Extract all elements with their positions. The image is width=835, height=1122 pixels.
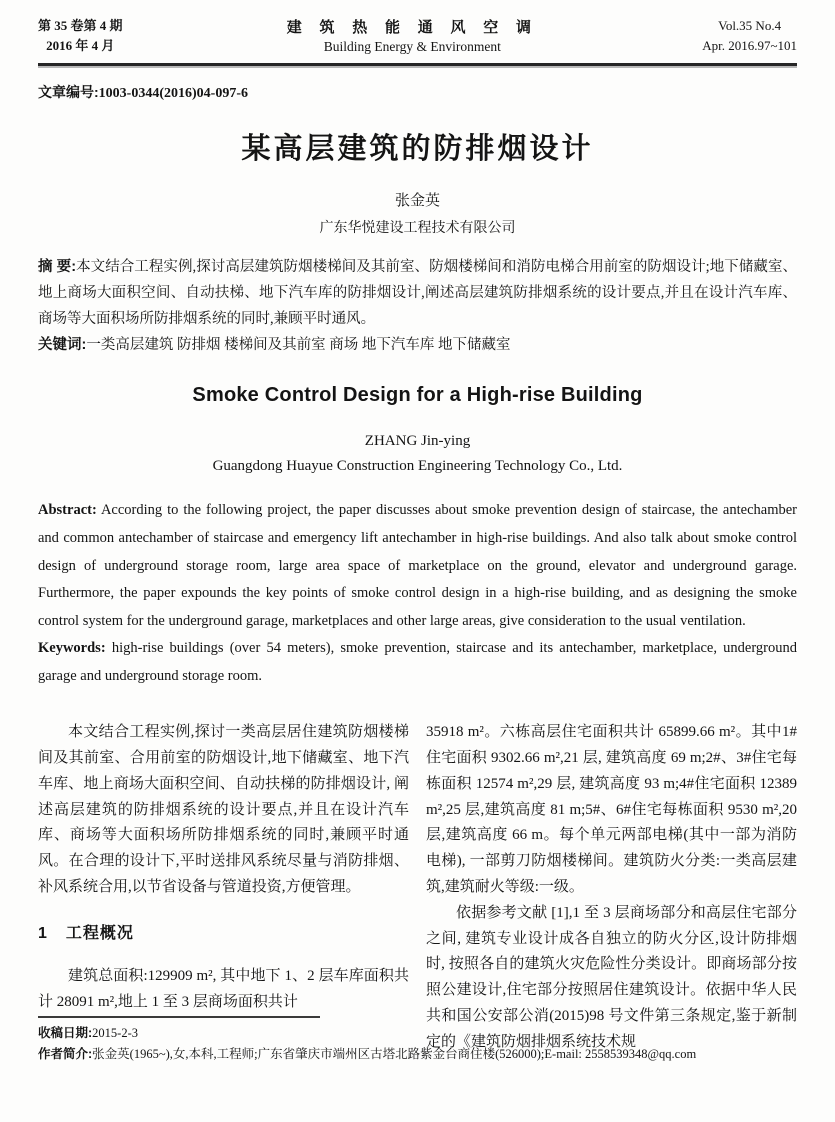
header-rule	[38, 63, 797, 66]
keywords-en-text: high-rise buildings (over 54 meters), smoke prevention, staircase and its antechamber, marketplace, underground garage and underground storage room.	[38, 640, 797, 684]
abstract-en-text: According to the following project, the paper discusses about smoke prevention design of staircase, the antechamber and common antechamber of staircase and emergency lift antechamber in high-rise buildings. And also talk about smoke control design of underground storage room, large area space of marketplace on the ground, elevator and underground garage. Furthermore, the paper expounds the key points of smoke control design in a high-rise building, and as designing the smoke control system for the underground garage, marketplaces and other large areas, give consideration to the usual ventilation.	[38, 502, 797, 629]
paper-title-en: Smoke Control Design for a High-rise Building	[192, 384, 643, 407]
page-footnote	[38, 1016, 797, 1064]
body-paragraph: 依据参考文献 [1],1 至 3 层商场部分和高层住宅部分之间, 建筑专业设计成各自独立的防火分区,设计防排烟时, 按照各自的建筑火灾危险性分类设计。即商场部分按照公建设计,住宅部分按照居住建筑设计。依据中华人民共和国公安部公消(2015)98 号文件第三条规定,鉴于新制定的《建筑防烟排烟系统技术规	[426, 904, 797, 1050]
body-columns	[38, 720, 797, 1055]
issue-date-line: 2016 年 4 月	[46, 38, 115, 54]
body-paragraph: 35918 m²。六栋高层住宅面积共计 65899.66 m²。其中1#住宅面积 9302.66 m²,21 层, 建筑高度 69 m;2#、3#住宅每栋面积 12574 m²,29 层, 建筑高度 93 m;4#住宅面积 12389 m²,25 层,建筑高度 81 m;5#、6#住宅每栋面积 9530 m²,20 层,建筑高度 66 m。每个单元两部电梯(其中一部为消防电梯), 一部剪刀防烟楼梯间。建筑防火分类:一类高层建筑,建筑耐火等级:一级。	[426, 724, 797, 896]
volume-info	[702, 16, 797, 56]
journal-title-en: Building Energy & Environment	[323, 39, 501, 54]
article-number-label: 文章编号:	[38, 84, 99, 101]
keywords-en	[38, 635, 797, 690]
author-bio-label: 作者简介:	[38, 1046, 93, 1061]
section-1-heading	[38, 920, 409, 948]
received-date-label: 收稿日期:	[38, 1026, 93, 1040]
journal-title-cn: 建 筑 热 能 通 风 空 调	[286, 20, 538, 36]
issue-volume-line: 第 35 卷第 4 期	[38, 18, 123, 33]
pages-line: Apr. 2016.97~101	[702, 38, 797, 54]
body-right-column	[426, 720, 797, 1055]
body-paragraph: 建筑总面积:129909 m², 其中地下 1、2 层车库面积共计 28091 m²,地上 1 至 3 层商场面积共计	[38, 968, 409, 1011]
received-date-value: 2015-2-3	[92, 1026, 138, 1040]
received-date-line	[38, 1023, 797, 1044]
body-paragraph: 本文结合工程实例,探讨一类高层居住建筑防烟楼梯间及其前室、合用前室的防烟设计,地下储藏室、地下汽车库、地上商场大面积空间、自动扶梯的防排烟设计, 阐述高层建筑的防排烟系统的设计要点,并且在设计汽车库、商场等大面积场所防排烟系统的同时,兼顾平时通风。在合理的设计下,平时送排风系统尽量与消防排烟、补风系统合用,以节省设备与管道投资,方便管理。	[38, 724, 409, 896]
keywords-cn	[38, 333, 797, 359]
keywords-cn-label: 关键词:	[38, 336, 87, 353]
journal-header	[38, 16, 797, 56]
author-bio-line	[38, 1044, 797, 1065]
abstract-cn	[38, 255, 797, 332]
paper-title-cn: 某高层建筑的防排烟设计	[241, 133, 594, 166]
footnote-rule	[38, 1016, 320, 1018]
keywords-cn-text: 一类高层建筑 防排烟 楼梯间及其前室 商场 地下汽车库 地下储藏室	[86, 336, 511, 353]
section-1-title: 工程概况	[65, 924, 134, 942]
article-number-value: 1003-0344(2016)04-097-6	[98, 86, 248, 102]
article-number	[38, 82, 797, 102]
section-1-number: 1	[38, 924, 48, 942]
abstract-en-label: Abstract:	[38, 502, 97, 519]
body-left-column	[38, 720, 409, 1055]
journal-title-block	[123, 16, 703, 55]
abstract-cn-label: 摘 要:	[38, 259, 77, 276]
affiliation-cn: 广东华悦建设工程技术有限公司	[319, 221, 516, 237]
affiliation-en: Guangdong Huayue Construction Engineering Technology Co., Ltd.	[212, 458, 623, 475]
abstract-en	[38, 497, 797, 635]
keywords-en-label: Keywords:	[38, 640, 106, 657]
author-name-en: ZHANG Jin-ying	[364, 433, 471, 450]
author-name-cn: 张金英	[394, 193, 440, 210]
author-bio-value: 张金英(1965~),女,本科,工程师;广东省肇庆市端州区古塔北路紫金台商住楼(526000);E-mail: 2558539348@qq.com	[92, 1046, 697, 1061]
abstract-cn-text: 本文结合工程实例,探讨高层建筑防烟楼梯间及其前室、防烟楼梯间和消防电梯合用前室的防烟设计;地下储藏室、地上商场大面积空间、自动扶梯、地下汽车库的防排烟设计,阐述高层建筑防排烟系统的设计要点,并且在设计汽车库、商场等大面积场所防排烟系统的同时,兼顾平时通风。	[38, 259, 797, 327]
volume-number-line: Vol.35 No.4	[718, 18, 782, 33]
issue-info	[38, 16, 123, 56]
